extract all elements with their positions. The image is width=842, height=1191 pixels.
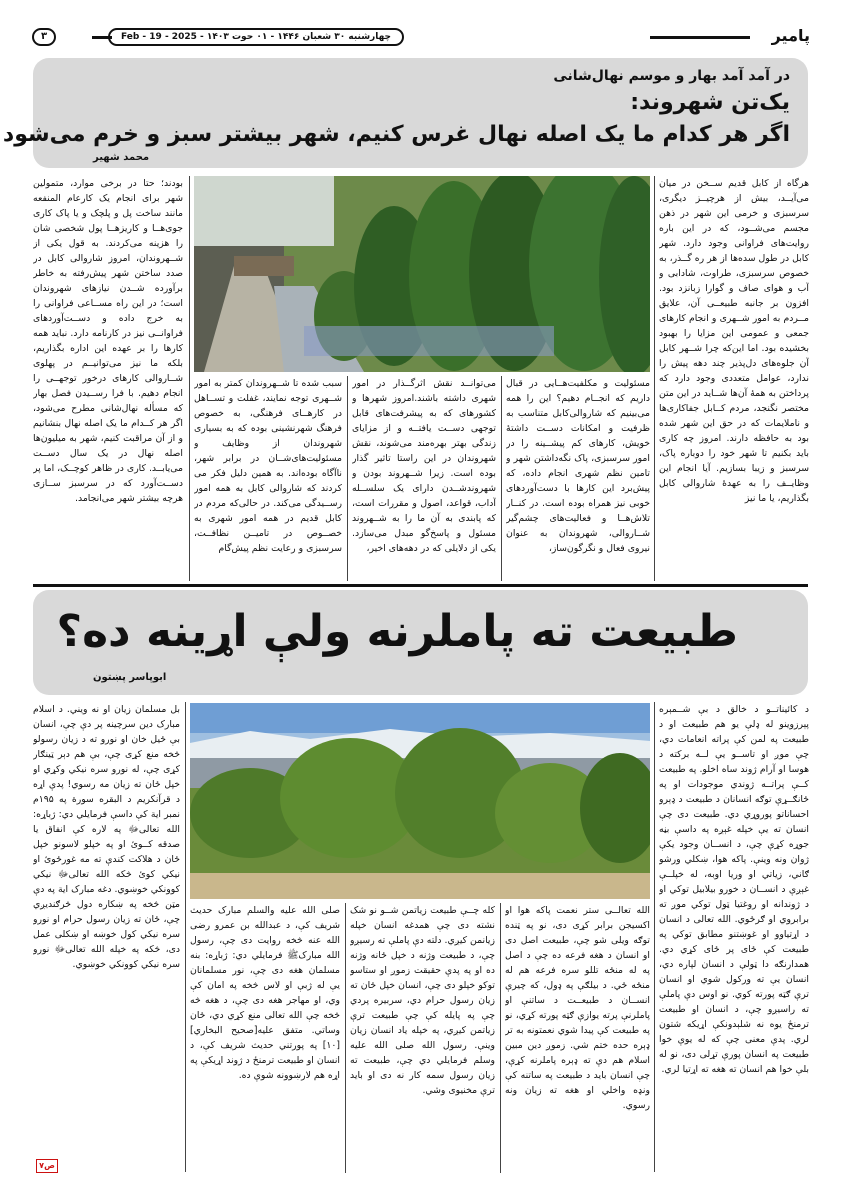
article1-column-mid-right: مسئولیت و مکلفیت‌هــایی در قبال داریم که انجــام دهیم؟ این را همه می‌بینیم که شاروالی‌کابل متناسب به ظرفیت و امکانات دســت داشتهٔ خویش، کارهای کم پیشــینه را در امور سرسبزی، پاک نگه‌داشتن شهر و تامین نظم شهری انجام داده، که پیش‌برد این کارها با دست‌آوردهای خوبی نیز همراه بوده است. در کنــار تلاش‌هــا و فعالیت‌های چشم‌گیر شــاروالی، شهروندان به عنوان نیروی فعال و نگرگون‌ساز، [506,378,650,554]
article2-column-center: صلی الله علیه والسلم مبارک حدیث شریف کې، د عبدالله بن عمرو رضی الله عنه څخه روایت دی چې، رسول الله مبارکﷺ فرمایلي دي: ژباړه: بنه مسلمان هغه دی چې، نور مسلمانان یې له ژبې او لاس څخه په امان کې وي، او مهاجر هغه دی چې، د هغه څه څخه چې الله تعالی منع کړي دي، ځان وساتي. متفق علیه[صحیح البخاري] [۱۰] په پورتني حدیث شریف کې، د انسان او طبیعت ترمنځ د ژوند اړیکې په اړه هم لارښوونه شوې ده. [190,905,340,1081]
section-divider [33,584,808,587]
article2-title: طبیعت ته پاملرنه ولې اړینه ده؟ [56,606,738,657]
article2-column-right: د کائیناتــو د خالق د بې شــمېره پېرزوینو له ډلې یو هم طبیعت او د طبیعت په لمن کې پراته انعامات دي، چې موږ او تاســو یې لــه برکته د هوسا او آرام ژوند ساه اخلو. په طبیعت کــې پراتــه ژوندي موجودات او په ځانګــړې توګه انسانان د طبیعت د ډېرو احساناتو پوروړي دي. طبیعت دی چې انسان ته یې خپله غېږه په داسې بڼه جوړه کړې چې، د انســان وجود یکې ژوان ونه وینې. پاکه هوا، ښکلي ورشو ګاني، زیاتي او وریا اوبه، له خپلــې غېږې د انســان د خورو بیلابیل توکي او د ژوندانه او روغتيا ټول توکي موږ ته برابروي او ګرځوي. الله تعالی د انسان د اړتیاوو او غوښتنو مطابق توکي په طبیعت کې ځای پر ځای کړي دي. همدارنګه دا ټولې د انسان لپاره دي، انسان یې ته ورکول شوي او انسان ترې ګټه پورته کوي. نو اوس دې پاملې ته راسیږو چې، د انسان او طبیعت ترمنځ یوه نه شلېدونکې اړیکه شتون لري. پدې معنی چې که له یوې خوا طبیعت په انسان پورې تړلی دی، نو له بلې خوا هم انسان ته هغه ته اړتیا لري. [659,704,809,1075]
article1-kicker: در آمد آمد بهار و موسم نهال‌شانی [553,68,790,84]
header-rule [650,36,750,39]
article1-column-mid-left: می‌توانــد نقش اثرگــذار در امور شهری داشته باشند.امروز شهرها و کشورهای که به پیشرفت‌های قابل توجهی دســت یافتــه و از مزایای زندگی بهتر بهره‌مند می‌شوند، نقش شهروندان در این راستا تاثیر گذار بوده است. زیرا شــهروند بودن و شهروندشــدن دارای یک سلســله آداب، قواعد، اصول و مقررات است، که پابندی به آن ما را به شــهروند مسئول و پاسخ‌گو مبدل می‌سازد. یکی از دلایلی که در دهه‌های اخیر، [352,378,496,554]
article2-headline-banner [33,590,808,695]
continued-page-marker: ص۷ [36,1159,58,1173]
article1-column-left: بودند؛ حتا در برخی موارد، متمولین شهر برای انجام یک کارعام المنفعه مانند ساخت پل و پلچک و یا پاک کاری جوی‌هــا و کاریزهــا پول شخصی شان را هزینه می‌کردند. به قول یکی از شــهروندان، امروز شاروالی کابل در صدد ساختن شهر پیش‌رفته به خاطر برآورده شــدن نیازهای شهروندان است؛ در این راه مســاعی فراوانی را به خرج داده و دســت‌آوردهای فراوانــی نیز در کارنامه دارد. نباید همه کارها را بر عهده این اداره بگذاریم، بلکه ما نیز می‌توانیــم در پهلوی شــاروالی کارهای درخور توجهــی را انجام دهیم. با فرا رســیدن فصل بهار که مسأله نهال‌شانی مطرح می‌شود، اگر هر کــدام ما یک اصله نهال بنشانیم و از آن مراقبت کنیم، شهر به میلیون‌ها اصله نهال در یک سال دســت می‌یابــد. کاری در ظاهر کوچــک، اما پر دســت‌آورد که در سرسبز ســازی هرچه بیشتر شهر می‌انجامد. [33,178,183,504]
article2-column-mid-left: کله چــې طبیعت زیاتمن شــو نو شک نشته دی چې همدغه انسان خپله زیانمن کیږي. دلته دې پاملې ته رسیږو چې، د طبیعت وژنه د خپل ځانه وژنه ده او په پدې حقیقت زموږ او ستاسو توکو خپلو دی چې، انسان خپل ځان ته زیان رسول حرام دي، سربیره پردي چې په پایله کې چې طبیعت ترې زیاتمن کیږي، په خپله یاد انسان زیان وینې. رسول الله صلی الله علیه وسلم فرمایلي دي چې، طبیعت ته زیان رسول سمه کار نه دی او باید ترې مخنیوی وشي. [350,905,495,1096]
article1-title-line2: اگر هر کدام ما یک اصله نهال غرس کنیم، شهر بیشتر سبز و خرم می‌شود [2,122,790,147]
article1-author: محمد شهیر [93,152,150,163]
article1-photo-pine-saplings [194,176,650,372]
article2-photo-orchard-landscape [190,703,650,899]
article1-column-left-lower: سبب شده تا شــهروندان کمتر به امور شــهری توجه نمایند، غفلت و تســاهل در کارهــای فرهنگی، به خصوص فرهنگ شهرنشینی بوده که به بسیاری شهروندان از وظایف و مسئولیت‌های‌شــان در برابر شهر، ناآگاه بوده‌اند. به همین دلیل فکر می کردند که شاروالی کابل به همه امور رســیدگی می‌کند. در حالی‌که مردم در کابل قدیم در همه امور شهری به خصــوص در تامیــن نظافــت، سرسبزی و رعایت نظم پیش‌گام [194,378,342,554]
header-rule-short [92,36,112,39]
article1-headline-banner [2,58,808,168]
page-number: ۳ [32,28,56,46]
article2-column-left: بل مسلمان زیان او نه ویني. د اسلام مبارک دین سرچینه پر دې چې، انسان بې ځیل خان او نورو ته د زیان رسولو څخه منع کړی چې، بې هم دېر ټینګار کړی چې، له نورو سره نیکي وکړي او خپل ځان ته زیان مه رسوي! پدې اړه د قرآنکریم د البقره سورة په ۱۹۵م نمبر ایة کې داسې فرمایلي دي: ژباړه: الله تعالیﷻ په لاره کې انفاق یا صدقه کــوئ او په خپلو لاسونو خپل ځان د هلاکت کندې ته مه غورځوئ او نیکي کوئ څکه الله تعالیﷻ نیکي کوونکي خوښوي. دغه مبارک ایة په دې مټن څخه په ښکاره دول څرګندیږي چې، ځان ته زیان رسول حرام او نورو سره نیکي کول خوښه او ښکلی عمل دی، څکه په خپله الله تعالیﷻ نورو سره نیکي کوونکي خوښوي. [33,704,180,970]
newspaper-logo: پامیر [771,26,810,45]
issue-date: چهارشنبه ۳۰ شعبان ۱۴۴۶ - ۰۱ حوت ۱۴۰۳ - Feb - 19 - 2025 [108,28,404,46]
article1-title-line1: یک‌تن شهروند: [630,90,790,115]
article2-column-mid-right: الله تعالــی ستر نعمت پاکه هوا او اکسیجن برابر کړی دی، نو په ټنده توګه ویلی شو چې، طبیعت اصل دی او انسان د هغه فرعه ده چې د اصل په له منځه تللو سره فرعه هم له منځه ځي. د بیلګې په ډول، که چیرې انســان د طبیعــت د ساتنې او پاملرنې پرته یوازې ګټه پورته کړي، نو په طبیعت کې پیدا شوي نعمتونه به تر ډېره حده ختم شي. زموږ دین مبین اسلام هم دې ته ډېره پاملرنه کړې، چې انسان باید د طبیعت په ساتنه کې ونډه واخلي او هغه ته زیان ونه رسوي. [505,905,650,1111]
article1-column-right: هرگاه از کابل قدیم ســخن در میان می‌آیــد، بیش از هرچیــز دیگری، سرسبزی و خرمی این شهر در ذهن مجسم می‌شــود، که در این باره روایت‌های فراوانی وجود دارد. شهر کابل در طول سده‌ها از هر ره گــذر، به خصوص سرسبزی، طراوت، شادابی و آب و هوای صاف و گوارا زبانزد بود. افزون بر جانبه طبیعــی آن، علایق مــردم به امور شــهری و انجام کارهای جمعی و عمومی این مزایا را بهبود بخشیده بود. اما این‌که چرا شــهر کابل آن جلوه‌های دل‌پذیر چند دهه پیش را ندارد، عوامل متعددی وجود دارد که پرداختن به همهٔ آن‌ها شــاید در این متن مختصر نگنجد، مردم کــابل جفاکاری‌ها و ناملایمات که در حق این شهر شده بود به حافظه دارند. امروز چه کاری باید بکنیم تا شهر خود را دوباره پاک، سرسبز و زیبا بسازیم. آیا انجام این وظایــف را به عهدهٔ شاروالی کابل بگذاریم، یا ما نیز [659,178,809,504]
article2-author: ابوپاسر پښتون [93,672,167,683]
page-header [32,26,810,48]
